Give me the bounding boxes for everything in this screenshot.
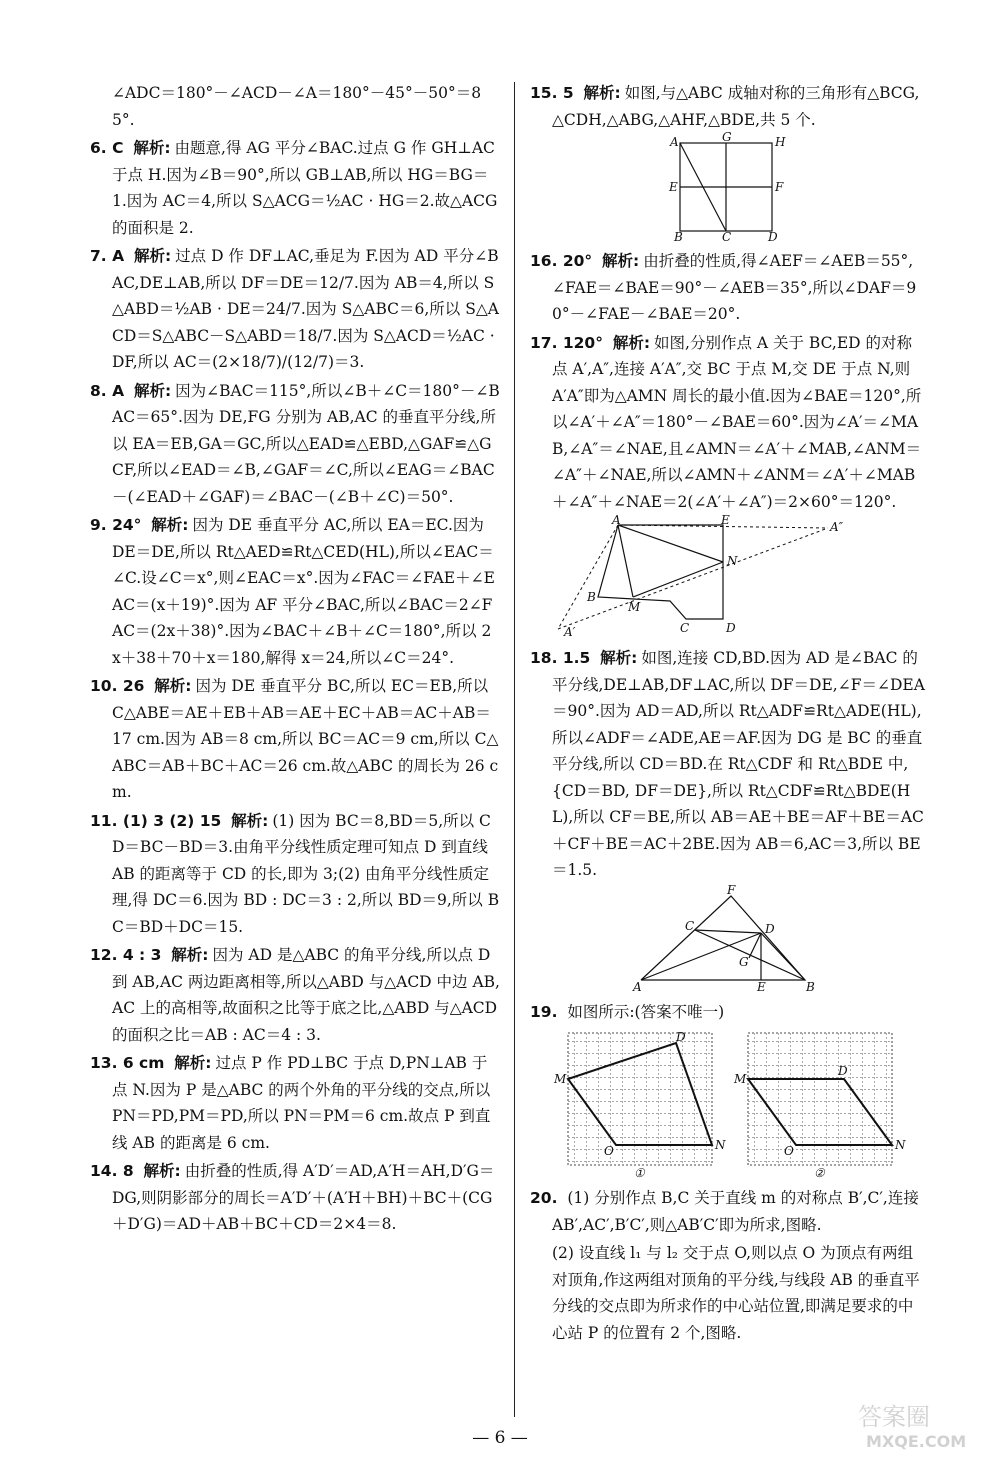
watermark-domain: MXQE.COM [866, 1432, 967, 1451]
left-column [90, 80, 500, 1240]
fig17-line-AA1 [558, 525, 618, 629]
answer-5-continuation: ∠ADC＝180°－∠ACD－∠A＝180°－45°－50°＝85°. [112, 84, 482, 129]
fig17-label-C: C [679, 621, 689, 635]
page-number: — 6 — [472, 1428, 528, 1448]
column-divider [514, 82, 515, 1417]
answer-18: 18. 1.5 解析: 如图,连接 CD,BD.因为 AD 是∠BAC 的平分线,DE⊥AB,DF⊥AC,所以 DF＝DE,∠F＝∠DEA＝90°.因为 AD＝AD,所以 Rt△ADF≌Rt△ADE(HL),所以∠ADF＝∠ADE,AE＝AF.因为 DG 是 BC 的垂直平分线,所以 CD＝BD.在 Rt△CDF 和 Rt△BDE 中,{CD＝BD, DF＝DE},所以 Rt△CDF≌Rt△BDE(HL),所以 CF＝BE,所以 AB＝AE＋BE＝AF＋BE＝AC＋CF＋BE＝AC＋2BE.因为 AB＝6,AC＝3,所以 BE＝1.5. [530, 649, 925, 879]
fig19-label-O1: O [603, 1144, 614, 1158]
fig18-label-E: E [756, 979, 766, 994]
watermark-text: 答案圈 [858, 1403, 930, 1431]
fig19-label-D2: D [837, 1064, 848, 1078]
fig18-line-CD [695, 930, 761, 933]
fig15-label-D: D [767, 230, 778, 244]
fig18-label-A: A [632, 979, 642, 994]
fig18-line-DB [761, 933, 805, 980]
answer-16: 16. 20° 解析: 由折叠的性质,得∠AEF＝∠AEB＝55°,∠FAE＝∠BAE＝90°－∠AEB＝35°,所以∠DAF＝90°－∠FAE－∠BAE＝20°. [530, 252, 917, 323]
fig17-line-AM [618, 525, 633, 597]
fig19-label-N2: N [894, 1138, 905, 1152]
answer-11: 11. (1) 3 (2) 15 解析: (1) 因为 BC＝8,BD＝5,所以 CD＝BC－BD＝3.由角平分线性质定理可知点 D 到直线 AB 的距离等于 CD 的长,即为 3;(2) 由角平分线性质定理,得 DC＝6.因为 BD : DC＝3 : 2,所以 BD＝9,所以 BC＝BD＋DC＝15. [90, 811, 500, 936]
fig19-label-M2: M [733, 1072, 746, 1086]
figure-18-triangle [632, 882, 823, 994]
answer-14: 14. 8 解析: 由折叠的性质,得 A′D′＝AD,A′H＝AH,D′G＝DG,则阴影部分的周长＝A′D′＋(A′H＋BH)＋BC＋(CG＋D′G)＝AD＋AB＋BC＋CD＝2×4＝8. [90, 1162, 495, 1233]
answer-10: 10. 26 解析: 因为 DE 垂直平分 BC,所以 EC＝EB,所以 C△ABE＝AE＋EB＋AB＝AE＋EC＋AB＝AC＋AB＝17 cm.因为 AB＝8 cm,所以 BC＝AC＝9 cm,所以 C△ABC＝AB＋BC＋AC＝26 cm.故△ABC 的周长为 26 cm. [90, 677, 499, 801]
fig18-label-D: D [764, 921, 775, 936]
fig15-label-E: E [668, 180, 678, 194]
fig17-line-MN [633, 562, 723, 597]
fig15-label-C: C [721, 230, 731, 244]
figure-19-grids [538, 1029, 918, 1179]
watermark-logo [852, 1395, 982, 1451]
fig19-label-D1: D [675, 1030, 686, 1044]
fig15-label-A: A [669, 135, 679, 149]
fig17-label-D: D [725, 621, 736, 635]
fig17-label-M: M [627, 600, 640, 614]
answer-19: 19. 如图所示:(答案不唯一) [530, 1002, 725, 1021]
figure-15-rectangle [668, 130, 788, 244]
answer-8: 8. A 解析: 因为∠BAC＝115°,所以∠B＋∠C＝180°－∠BAC＝65°.因为 DE,FG 分别为 AB,AC 的垂直平分线,所以 EA＝EB,GA＝GC,所以△EAD≌△EBD,△GAF≌△GCF,所以∠EAD＝∠B,∠GAF＝∠C,所以∠EAG＝∠BAC－(∠EAD＋∠GAF)＝∠BAC－(∠B＋∠C)＝50°. [90, 381, 500, 506]
fig19-label-M1: M [553, 1072, 566, 1086]
answer-9: 9. 24° 解析: 因为 DE 垂直平分 AC,所以 EA＝EC.因为 DE＝DE,所以 Rt△AED≌Rt△CED(HL),所以∠EAC＝∠C.设∠C＝x°,则∠EAC＝x°.因为∠FAC＝∠FAE＋∠EAC＝(x＋19)°.因为 AF 平分∠BAC,所以∠BAC＝2∠FAC＝(2x＋38)°.因为∠BAC＋∠B＋∠C＝180°,所以 2x＋38＋70＋x＝180,解得 x＝24,所以∠C＝24°. [90, 516, 495, 667]
fig18-label-B: B [805, 979, 815, 994]
fig17-pentagon [598, 525, 723, 619]
fig18-label-C: C [684, 918, 694, 933]
fig17-label-A2: A″ [829, 520, 843, 534]
fig17-label-N: N [726, 554, 737, 568]
fig17-label-E: E [720, 513, 730, 527]
answer-12: 12. 4 : 3 解析: 因为 AD 是△ABC 的角平分线,所以点 D 到 AB,AC 两边距离相等,所以△ABD 与△ACD 中边 AB,AC 上的高相等,故面积之比等于底之比,△ABD 与△ACD 的面积之比＝AB : AC＝4 : 3. [90, 946, 500, 1044]
fig15-label-H: H [774, 135, 785, 149]
fig19-label-1: ① [633, 1166, 645, 1180]
fig19-label-2: ② [813, 1166, 825, 1180]
answer-6: 6. C 解析: 由题意,得 AG 平分∠BAC.过点 G 作 GH⊥AC 于点 H.因为∠B＝90°,所以 GB⊥AB,所以 HG＝BG＝1.因为 AC＝4,所以 S△ACG＝½AC · HG＝2.故△ACG 的面积是 2. [90, 139, 498, 237]
fig18-label-G: G [738, 954, 749, 969]
fig15-label-F: F [774, 180, 783, 194]
answer-20-part2: (2) 设直线 l₁ 与 l₂ 交于点 O,则以点 O 为顶点有两组对顶角,作这两组对顶角的平分线,与线段 AB 的垂直平分线的交点即为所求作的中心站位置,即满足要求的中心站 P 的位置有 2 个,图略. [552, 1244, 920, 1342]
fig15-label-B: B [673, 230, 683, 244]
answer-17: 17. 120° 解析: 如图,分别作点 A 关于 BC,ED 的对称点 A′,A″,连接 A′A″,交 BC 于点 M,交 DE 于点 N,则 A′A″即为△AMN 周长的最小值.因为∠BAE＝120°,所以∠A′＋∠A″＝180°－∠BAE＝60°.因为∠A′＝∠MAB,∠A″＝∠NAE,且∠AMN＝∠A′＋∠MAB,∠ANM＝∠A″＋∠NAE,所以∠AMN＋∠ANM＝∠A′＋∠MAB＋∠A″＋∠NAE＝2(∠A′＋∠A″)＝2×60°＝120°. [530, 333, 922, 511]
answer-20-part1: 20. (1) 分别作点 B,C 关于直线 m 的对称点 B′,C′,连接 AB′,AC′,B′C′,则△AB′C′即为所求,图略. [530, 1189, 919, 1234]
fig17-label-B: B [586, 590, 596, 604]
figure-17-pentagon [563, 513, 878, 639]
fig19-label-N1: N [714, 1138, 725, 1152]
fig17-line-A1A2 [558, 528, 828, 629]
fig19-label-O2: O [783, 1144, 794, 1158]
fig17-label-A: A [611, 513, 621, 527]
answer-15: 15. 5 解析: 如图,与△ABC 成轴对称的三角形有△BCG,△CDH,△ABG,△AHF,△BDE,共 5 个. [530, 84, 920, 129]
answer-7: 7. A 解析: 过点 D 作 DF⊥AC,垂足为 F.因为 AD 平分∠BAC,DE⊥AB,所以 DF＝DE＝12/7.因为 AB＝4,所以 S△ABD＝½AB · DE＝24/7.因为 S△ABC＝6,所以 S△ACD＝S△ABC－S△ABD＝18/7.因为 S△ACD＝½AC · DF,所以 AC＝(2×18/7)/(12/7)＝3. [90, 247, 499, 371]
fig17-line-AN [618, 525, 723, 562]
fig18-triangle-ABF [641, 896, 805, 980]
right-column [530, 80, 925, 1348]
fig15-label-G: G [721, 130, 732, 144]
fig17-label-A1: A′ [563, 625, 575, 639]
fig18-label-F: F [726, 882, 735, 897]
answer-13: 13. 6 cm 解析: 过点 P 作 PD⊥BC 于点 D,PN⊥AB 于点 N.因为 P 是△ABC 的两个外角的平分线的交点,所以 PN＝PD,PM＝PD,所以 PN＝PM＝6 cm.故点 P 到直线 AB 的距离是 6 cm. [90, 1054, 491, 1152]
